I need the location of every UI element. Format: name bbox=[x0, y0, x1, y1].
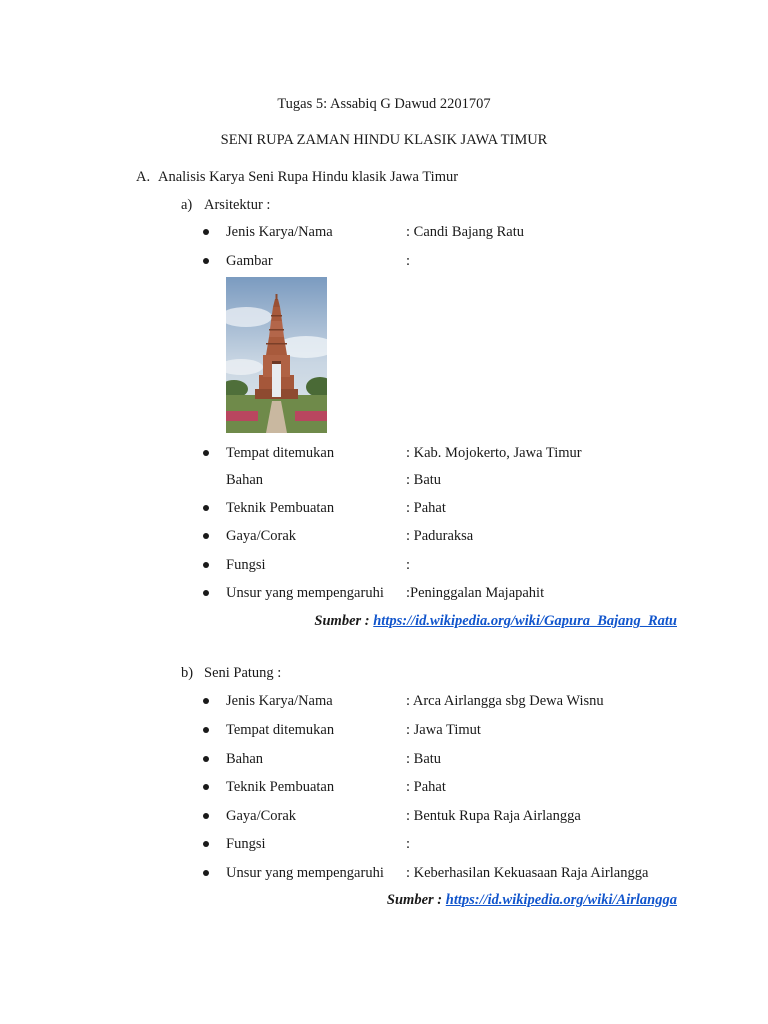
field-label: Bahan bbox=[226, 751, 264, 767]
subsection-b-marker: b) bbox=[181, 665, 194, 681]
field-label: Fungsi bbox=[226, 836, 266, 852]
field-label: Bahan bbox=[226, 472, 264, 488]
field-label: Unsur yang mempengaruhi bbox=[226, 865, 384, 881]
field-value: : bbox=[406, 557, 411, 573]
field-value: : Paduraksa bbox=[406, 528, 474, 544]
source-link[interactable]: https://id.wikipedia.org/wiki/Gapura_Bajang_Ratu bbox=[373, 613, 677, 629]
bullet bbox=[203, 505, 209, 511]
field-label: Tempat ditemukan bbox=[226, 722, 335, 738]
bullet bbox=[203, 258, 209, 264]
field-label: Fungsi bbox=[226, 557, 266, 573]
field-value: : Pahat bbox=[406, 500, 446, 516]
field-value: : bbox=[406, 253, 411, 269]
field-value: : Arca Airlangga sbg Dewa Wisnu bbox=[406, 693, 604, 709]
source-line bbox=[387, 891, 677, 909]
field-value: : Batu bbox=[406, 472, 442, 488]
bullet bbox=[203, 813, 209, 819]
field-value: : Jawa Timut bbox=[406, 722, 481, 738]
bullet bbox=[203, 784, 209, 790]
field-value: : Kab. Mojokerto, Jawa Timur bbox=[406, 445, 582, 461]
subsection-b-heading: Seni Patung : bbox=[204, 665, 282, 681]
field-value: : Candi Bajang Ratu bbox=[406, 224, 524, 240]
bullet bbox=[203, 229, 209, 235]
section-a-marker: A. bbox=[136, 169, 151, 185]
field-label: Unsur yang mempengaruhi bbox=[226, 585, 384, 601]
bullet bbox=[203, 533, 209, 539]
field-label: Jenis Karya/Nama bbox=[226, 224, 333, 240]
field-label: Jenis Karya/Nama bbox=[226, 693, 333, 709]
field-label: Gaya/Corak bbox=[226, 808, 297, 824]
field-value: : Batu bbox=[406, 751, 442, 767]
source-link[interactable]: https://id.wikipedia.org/wiki/Airlangga bbox=[445, 892, 677, 908]
field-label: Gaya/Corak bbox=[226, 528, 297, 544]
field-value: : bbox=[406, 836, 411, 852]
source-line bbox=[314, 612, 677, 630]
field-value: : Pahat bbox=[406, 779, 446, 795]
bullet bbox=[203, 590, 209, 596]
source-label: Sumber : bbox=[314, 613, 370, 629]
bullet bbox=[203, 562, 209, 568]
bullet bbox=[203, 870, 209, 876]
bullet bbox=[203, 756, 209, 762]
candi-bajang-ratu-photo bbox=[226, 277, 327, 433]
subsection-a-heading: Arsitektur : bbox=[204, 197, 271, 213]
field-label: Tempat ditemukan bbox=[226, 445, 335, 461]
field-label: Gambar bbox=[226, 253, 273, 269]
section-a-heading: Analisis Karya Seni Rupa Hindu klasik Jawa Timur bbox=[158, 169, 459, 185]
assignment-line: Tugas 5: Assabiq G Dawud 2201707 bbox=[277, 96, 491, 112]
subsection-a-marker: a) bbox=[181, 197, 193, 213]
bullet bbox=[203, 727, 209, 733]
field-label: Teknik Pembuatan bbox=[226, 779, 335, 795]
page-title: SENI RUPA ZAMAN HINDU KLASIK JAWA TIMUR bbox=[220, 132, 548, 148]
bullet bbox=[203, 841, 209, 847]
bullet bbox=[203, 698, 209, 704]
source-label: Sumber : bbox=[386, 892, 443, 908]
field-value: : Bentuk Rupa Raja Airlangga bbox=[406, 808, 581, 824]
field-label: Teknik Pembuatan bbox=[226, 500, 335, 516]
bullet bbox=[203, 450, 209, 456]
field-value: :Peninggalan Majapahit bbox=[406, 585, 545, 601]
field-value: : Keberhasilan Kekuasaan Raja Airlangga bbox=[406, 865, 649, 881]
